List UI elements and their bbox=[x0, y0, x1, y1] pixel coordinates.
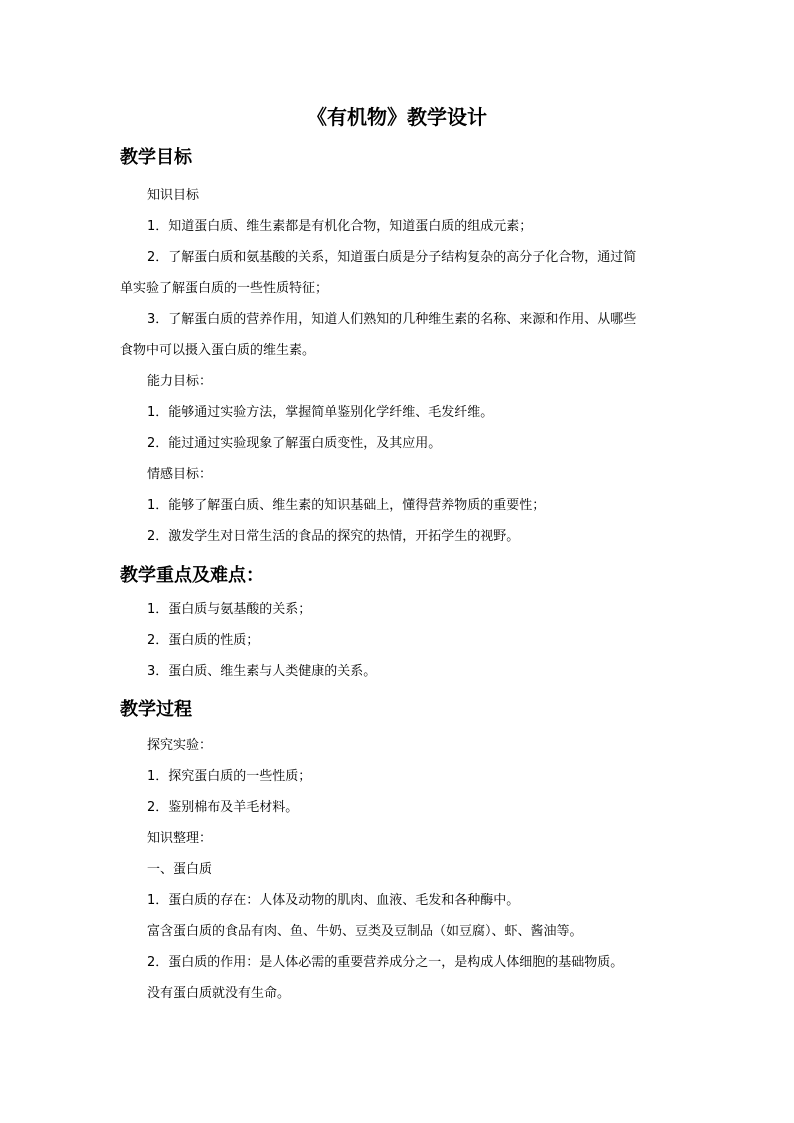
paragraph-line: 2．蛋白质的作用：是人体必需的重要营养成分之一，是构成人体细胞的基础物质。 bbox=[147, 955, 624, 970]
paragraph-line: 1．能够通过实验方法，掌握简单鉴别化学纤维、毛发纤维。 bbox=[147, 405, 494, 420]
section-heading-objectives: 教学目标 bbox=[120, 147, 192, 168]
paragraph-line: 探究实验： bbox=[147, 738, 213, 753]
section-heading-process: 教学过程 bbox=[120, 699, 192, 720]
document-title: 《有机物》教学设计 bbox=[307, 105, 487, 129]
paragraph-line: 单实验了解蛋白质的一些性质特征； bbox=[120, 281, 329, 296]
paragraph-line: 2．了解蛋白质和氨基酸的关系，知道蛋白质是分子结构复杂的高分子化合物，通过简 bbox=[147, 250, 637, 265]
paragraph-line: 2．激发学生对日常生活的食品的探究的热情，开拓学生的视野。 bbox=[147, 529, 520, 544]
paragraph-line: 1．探究蛋白质的一些性质； bbox=[147, 769, 312, 784]
paragraph-line: 能力目标： bbox=[147, 374, 213, 389]
paragraph-line: 1．知道蛋白质、维生素都是有机化合物，知道蛋白质的组成元素； bbox=[147, 219, 533, 234]
paragraph-line: 2．鉴别棉布及羊毛材料。 bbox=[147, 800, 299, 815]
paragraph-line: 食物中可以摄入蛋白质的维生素。 bbox=[120, 343, 316, 358]
paragraph-line: 1．蛋白质与氨基酸的关系； bbox=[147, 602, 312, 617]
paragraph-line: 知识目标 bbox=[147, 188, 200, 203]
paragraph-line: 一、蛋白质 bbox=[147, 862, 213, 877]
paragraph-line: 1．蛋白质的存在：人体及动物的肌肉、血液、毛发和各种酶中。 bbox=[147, 893, 520, 908]
section-heading-keypoints: 教学重点及难点： bbox=[120, 565, 264, 586]
paragraph-line: 2．蛋白质的性质； bbox=[147, 633, 260, 648]
paragraph-line: 没有蛋白质就没有生命。 bbox=[147, 986, 291, 1001]
paragraph-line: 2．能过通过实验现象了解蛋白质变性，及其应用。 bbox=[147, 436, 442, 451]
paragraph-line: 3．蛋白质、维生素与人类健康的关系。 bbox=[147, 664, 377, 679]
paragraph-line: 3．了解蛋白质的营养作用，知道人们熟知的几种维生素的名称、来源和作用、从哪些 bbox=[147, 312, 637, 327]
paragraph-line: 情感目标： bbox=[147, 467, 213, 482]
paragraph-line: 富含蛋白质的食品有肉、鱼、牛奶、豆类及豆制品（如豆腐）、虾、酱油等。 bbox=[147, 924, 583, 939]
paragraph-line: 1．能够了解蛋白质、维生素的知识基础上，懂得营养物质的重要性； bbox=[147, 498, 546, 513]
paragraph-line: 知识整理： bbox=[147, 831, 213, 846]
